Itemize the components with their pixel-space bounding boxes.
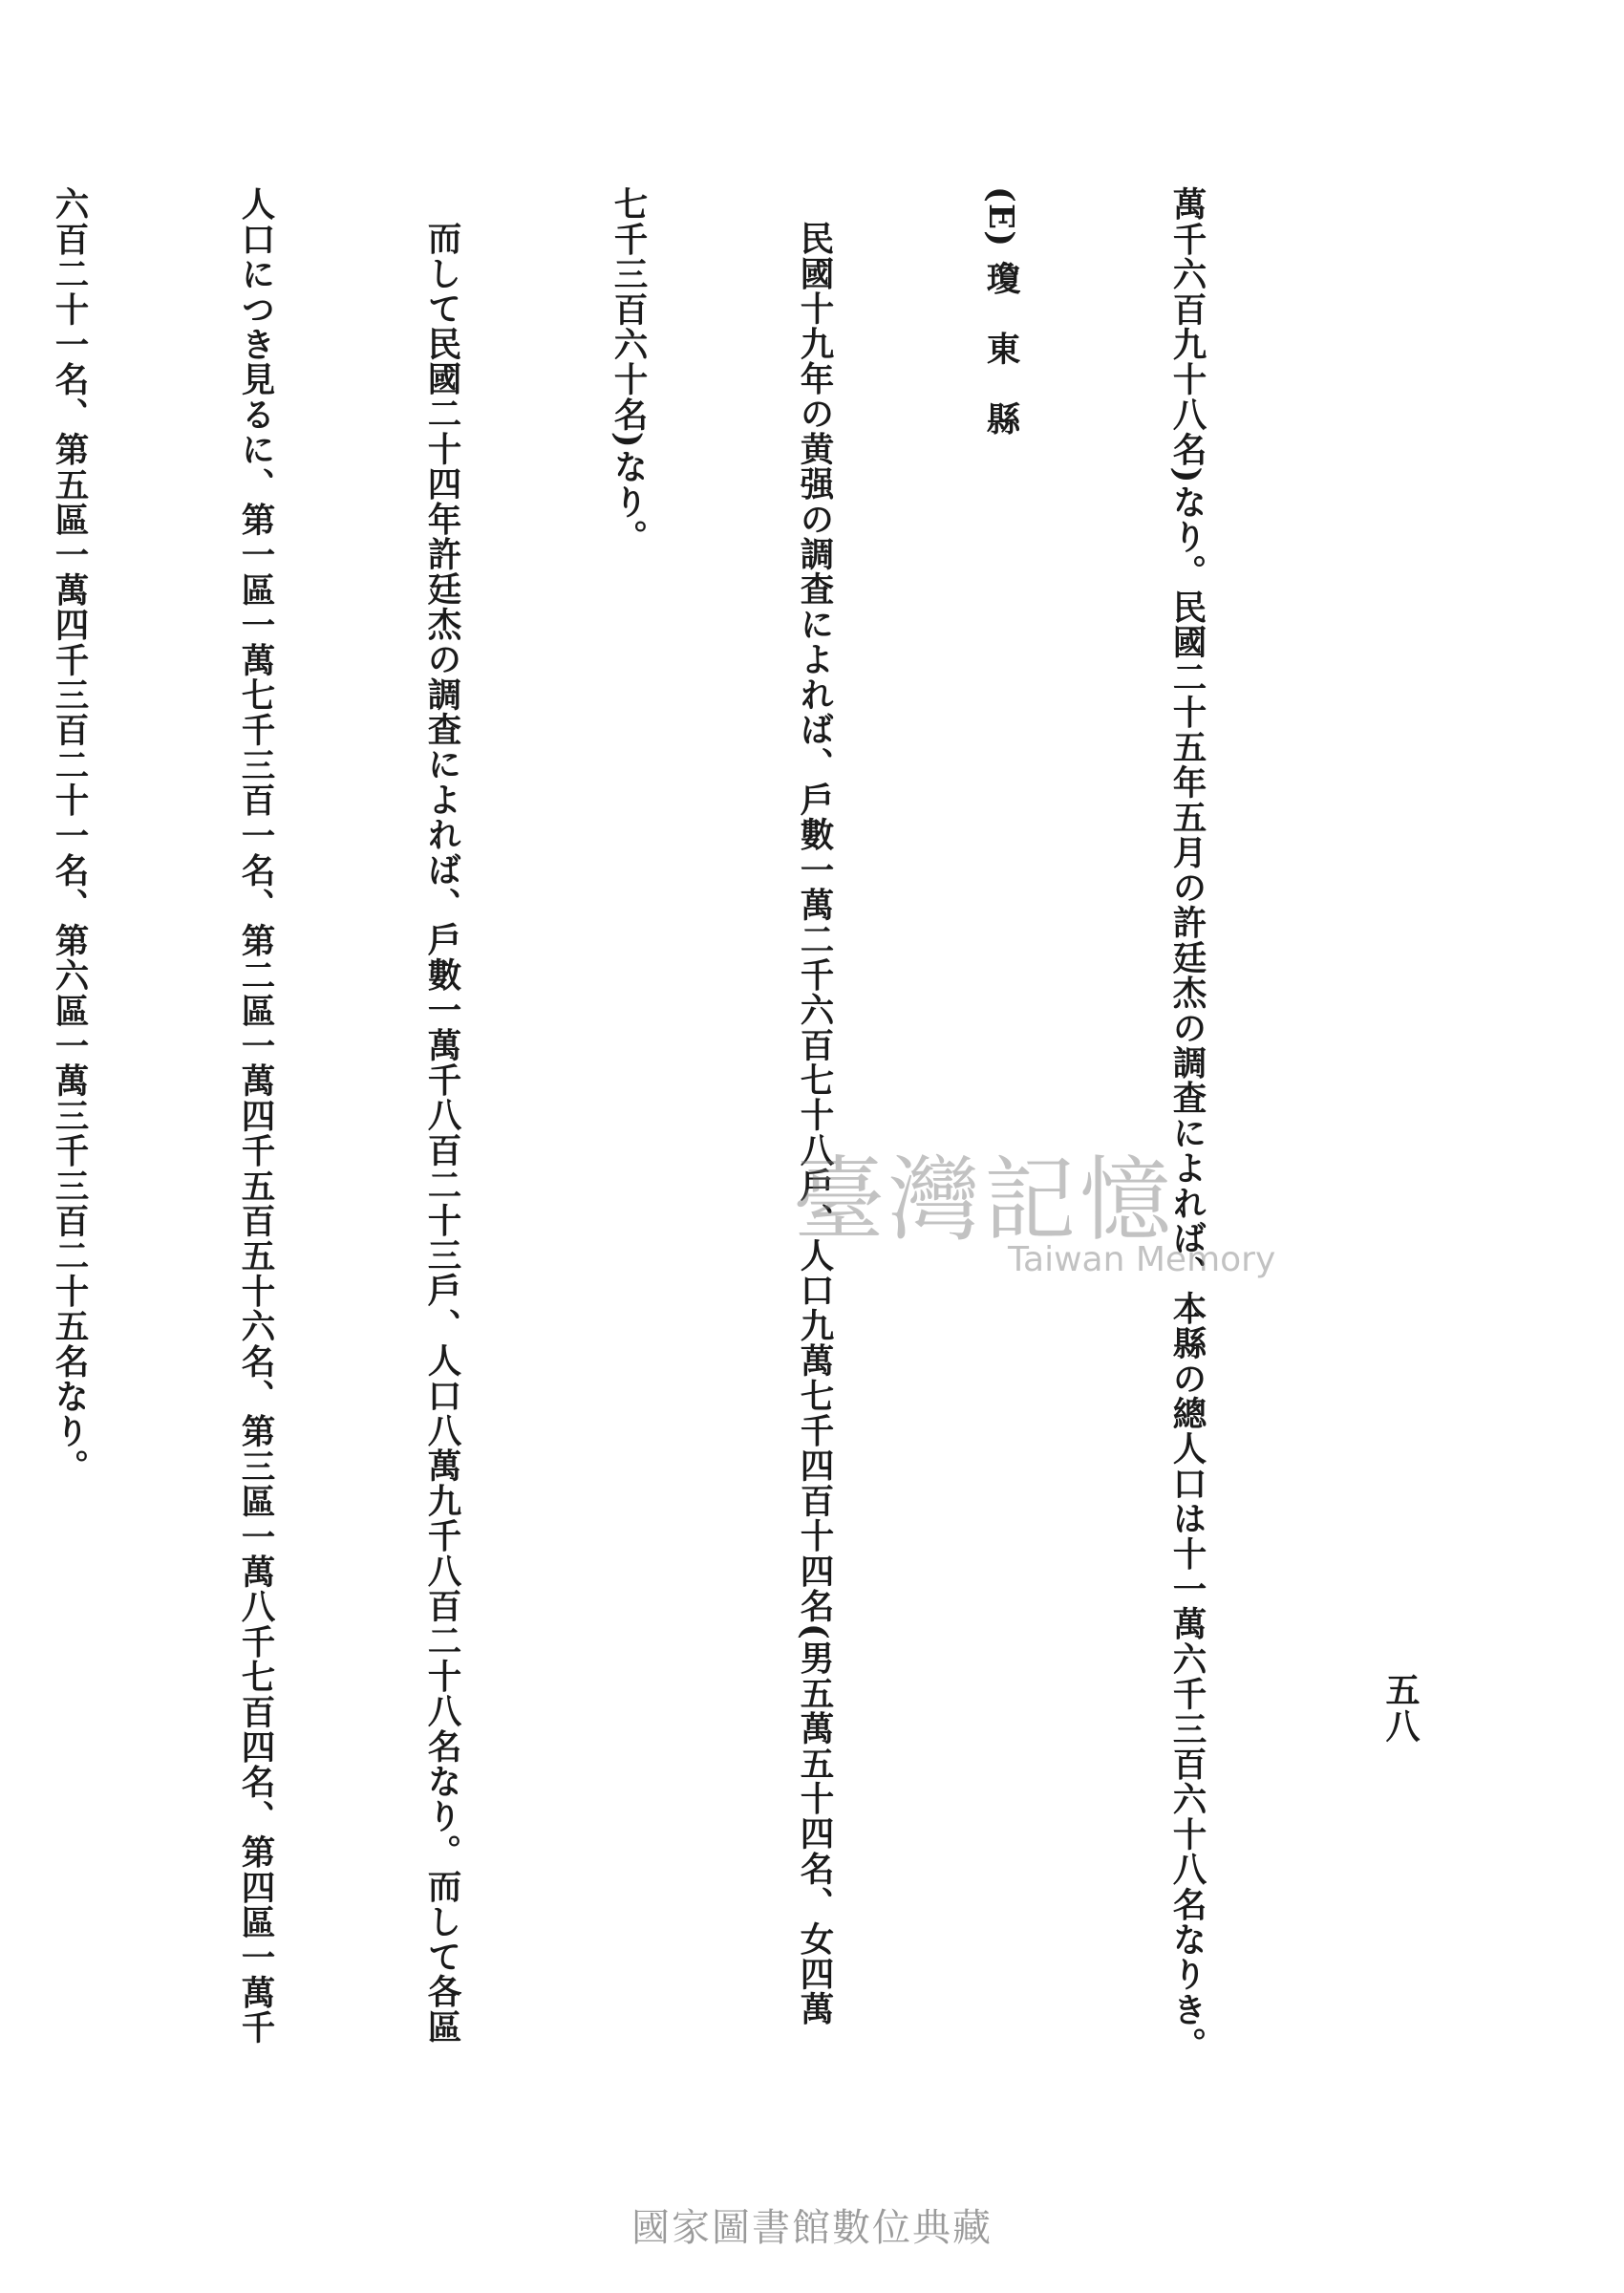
text-column: 而して民國二十四年許廷杰の調査によれば、戶數一萬千八百二十三戶、人口八萬九千八百二十八名なり。而して各區	[422, 221, 461, 2045]
text-column: 七千三百六十名)なり。	[609, 186, 648, 554]
text-column: 民國十九年の黄强の調査によれば、戶數一萬二千六百七十八戶、人口九萬七千四百十四名(男五萬五十四名、女四萬	[795, 221, 834, 2026]
text-column: 人口につき見るに、第一區一萬七千三百一名、第二區一萬四千五百五十六名、第三區一萬八千七百四名、第四區一萬千	[236, 186, 275, 2046]
library-footer: 國家圖書館數位典藏	[631, 2206, 993, 2250]
page-number: 五八	[1380, 1672, 1421, 1745]
body-text	[0, 186, 1342, 2154]
text-column: 六百二十一名、第五區一萬四千三百二十一名、第六區一萬三千三百二十五名なり。	[50, 186, 89, 1484]
watermark-chinese: 臺灣記憶	[793, 1146, 1175, 1254]
section-heading-e: (E) 瓊 東 縣	[981, 186, 1020, 437]
watermark-english: Taiwan Memory	[1008, 1240, 1276, 1279]
text-column: 萬千六百九十八名)なり。民國二十五年五月の許廷杰の調査によれば、本縣の總人口は十一萬六千三百六十八名なりき。	[1167, 186, 1207, 2063]
